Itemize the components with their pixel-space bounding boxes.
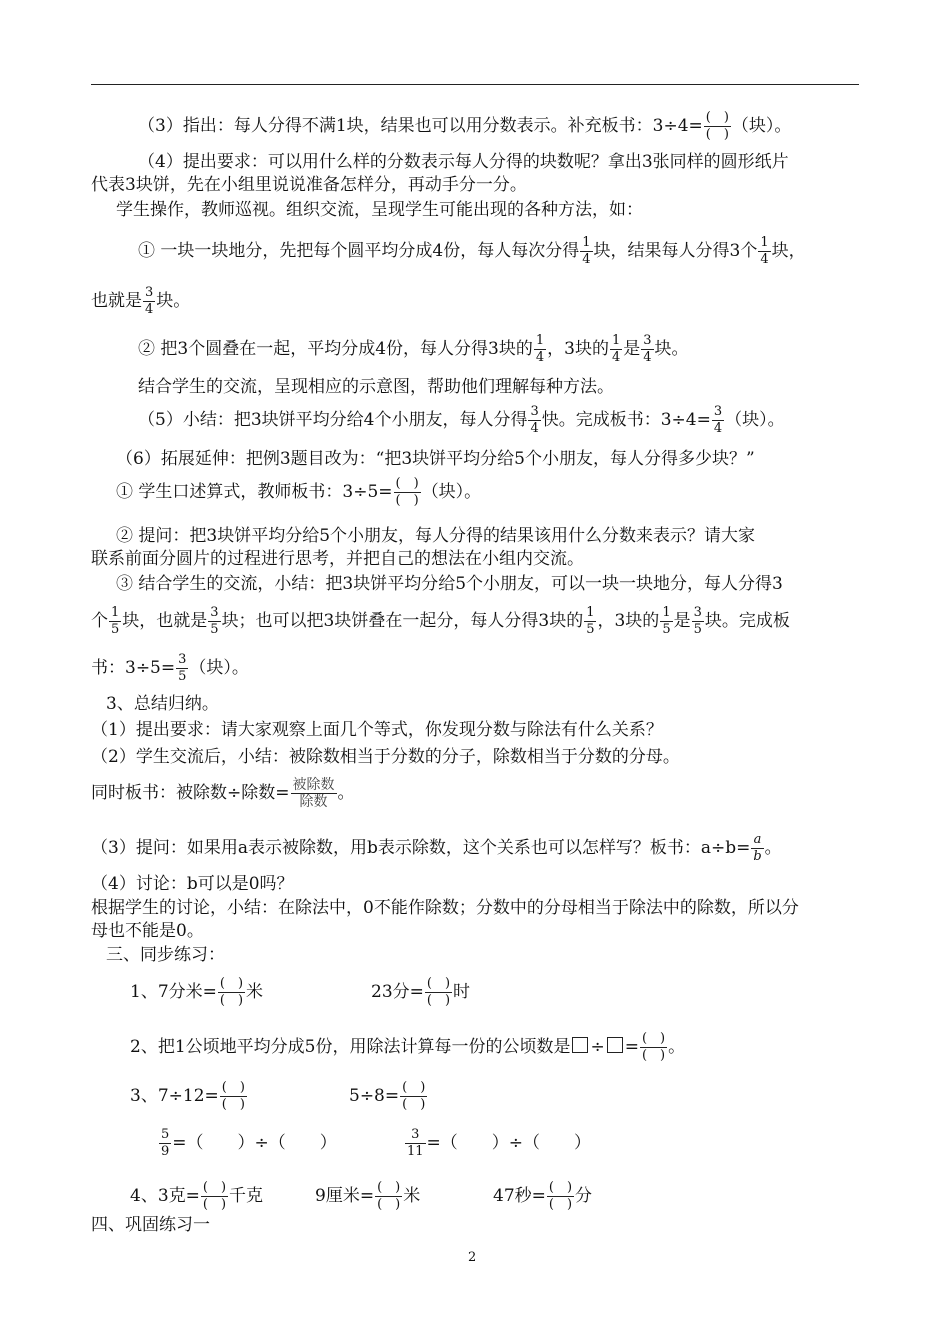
blank-fraction[interactable]: ( ) ( ): [426, 976, 451, 1008]
fraction-3-4: $\frac{3}{4}$: [530, 404, 539, 436]
fraction-3-11: $\frac{3}{11}$: [407, 1127, 424, 1159]
text-line: （2）学生交流后，小结：被除数相当于分数的分子，除数相当于分数的分母。: [91, 747, 680, 767]
exercise-line: $\frac{5}{9}$ =（ ）÷（ ）: [161, 1127, 337, 1159]
header-rule: [91, 84, 859, 85]
text-line: 学生操作，教师巡视。组织交流，呈现学生可能出现的各种方法，如：: [116, 200, 643, 220]
blank-fraction[interactable]: ( ) ( ): [641, 1031, 666, 1063]
text-line: （4）提出要求：可以用什么样的分数表示每人分得的块数呢？拿出3张同样的圆形纸片: [138, 152, 789, 172]
fraction-1-4: $\frac{1}{4}$: [760, 235, 769, 267]
text-line: ① 一块一块地分，先把每个圆平均分成4份，每人每次分得 $\frac{1}{4}$ 块，结果每人分得3个 $\frac{1}{4}$ 块，: [138, 235, 806, 267]
exercise-line: 4、3克= ( ) ( ) 千克: [130, 1180, 264, 1212]
page-number: 2: [468, 1250, 477, 1265]
exercise-line: 5÷8= ( ) ( ): [349, 1080, 426, 1112]
blank-fraction[interactable]: ( ) ( ): [548, 1180, 573, 1212]
text-line: （1）提出要求：请大家观察上面几个等式，你发现分数与除法有什么关系？: [91, 720, 663, 740]
exercise-line: $\frac{3}{11}$ =（ ）÷（ ）: [407, 1127, 592, 1159]
text-line: 个 $\frac{1}{5}$ 块，也就是 $\frac{3}{5}$ 块；也可以把3块饼叠在一起分，每人分得3块的 $\frac{1}{5}$ ，3块的 $\frac{1}{5}$ 是 $\frac{3}{5}$ 块。完成板: [91, 605, 790, 637]
text-line: 联系前面分圆片的过程进行思考，并把自己的想法在小组内交流。: [91, 549, 584, 569]
blank-fraction: ( ) ( ): [395, 476, 419, 508]
text-line: ② 把3个圆叠在一起，平均分成4份，每人分得3块的 $\frac{1}{4}$ ，3块的 $\frac{1}{4}$ 是 $\frac{3}{4}$ 块。: [138, 333, 689, 365]
blank-fraction[interactable]: ( ) ( ): [219, 976, 244, 1008]
fraction-dividend-divisor: 被除数 除数: [292, 777, 335, 810]
blank-box[interactable]: [572, 1037, 588, 1053]
fraction-5-9: $\frac{5}{9}$: [161, 1127, 170, 1159]
text-line: 书：3÷5= $\frac{3}{5}$ （块）。: [91, 652, 249, 684]
fraction-3-5: $\frac{3}{5}$: [693, 605, 702, 637]
exercise-line: 1、7分米= ( ) ( ) 米: [130, 976, 264, 1008]
blank-fraction[interactable]: ( ) ( ): [221, 1080, 245, 1112]
text-line: 母也不能是0。: [91, 921, 204, 941]
text-line: 代表3块饼，先在小组里说说准备怎样分，再动手分一分。: [91, 175, 527, 195]
fraction-1-4: $\frac{1}{4}$: [582, 235, 591, 267]
fraction-1-5: $\frac{1}{5}$: [662, 605, 671, 637]
text-line: ① 学生口述算式，教师板书：3÷5= ( ) ( ) （块）。: [116, 476, 482, 508]
section-heading: 四、巩固练习一: [91, 1215, 210, 1235]
text-line: （6）拓展延伸：把例3题目改为：“把3块饼平均分给5个小朋友，每人分得多少块？”: [116, 449, 755, 469]
blank-fraction[interactable]: ( ) ( ): [402, 1080, 426, 1112]
exercise-line: 3、7÷12= ( ) ( ): [130, 1080, 245, 1112]
text-line: （5）小结：把3块饼平均分给4个小朋友，每人分得 $\frac{3}{4}$ 快。完成板书：3÷4= $\frac{3}{4}$ （块）。: [138, 404, 785, 436]
text-line: 根据学生的讨论，小结：在除法中，0不能作除数；分数中的分母相当于除法中的除数，所以分: [91, 898, 799, 918]
exercise-line: 2、把1公顷地平均分成5份，用除法计算每一份的公顷数是 ÷ = ( ) ( ) 。: [130, 1031, 686, 1063]
blank-box[interactable]: [607, 1037, 623, 1053]
fraction-1-4: $\frac{1}{4}$: [611, 333, 621, 365]
text-line: （4）讨论：b可以是0吗？: [91, 874, 294, 894]
fraction-3-4: $\frac{3}{4}$: [145, 285, 154, 317]
fraction-1-4: $\frac{1}{4}$: [535, 333, 545, 365]
blank-fraction[interactable]: ( ) ( ): [202, 1180, 227, 1212]
text-line: ② 提问：把3块饼平均分给5个小朋友，每人分得的结果该用什么分数来表示？请大家: [116, 526, 756, 546]
fraction-3-4: $\frac{3}{4}$: [643, 333, 652, 365]
fraction-a-b: $\frac{a}{b}$: [753, 832, 762, 864]
fraction-3-4: $\frac{3}{4}$: [713, 404, 723, 436]
section-heading: 3、总结归纳。: [106, 694, 219, 714]
fraction-1-5: $\frac{1}{5}$: [586, 605, 595, 637]
section-heading: 三、同步练习：: [106, 945, 225, 965]
text-line: 同时板书：被除数÷除数= 被除数 除数 。: [91, 777, 355, 810]
exercise-line: 23分= ( ) ( ) 时: [371, 976, 471, 1008]
fraction-3-5: $\frac{3}{5}$: [210, 605, 219, 637]
text-line: （3）指出：每人分得不满1块，结果也可以用分数表示。补充板书：3÷4= ( ) ( ) （块）。: [138, 110, 792, 142]
text-line: ③ 结合学生的交流，小结：把3块饼平均分给5个小朋友，可以一块一块地分，每人分得3: [116, 574, 783, 594]
text-line: （3）提问：如果用a表示被除数，用b表示除数，这个关系也可以怎样写？板书：a÷b= $\frac{a}{b}$ 。: [91, 832, 782, 864]
exercise-line: 9厘米= ( ) ( ) 米: [315, 1180, 421, 1212]
fraction-3-5: $\frac{3}{5}$: [178, 652, 187, 684]
text-line: 结合学生的交流，呈现相应的示意图，帮助他们理解每种方法。: [138, 377, 614, 397]
blank-fraction[interactable]: ( ) ( ): [377, 1180, 401, 1212]
text-line: 也就是 $\frac{3}{4}$ 块。: [91, 285, 191, 317]
exercise-line: 47秒= ( ) ( ) 分: [493, 1180, 593, 1212]
blank-fraction: ( ) ( ): [705, 110, 729, 142]
fraction-1-5: $\frac{1}{5}$: [111, 605, 120, 637]
